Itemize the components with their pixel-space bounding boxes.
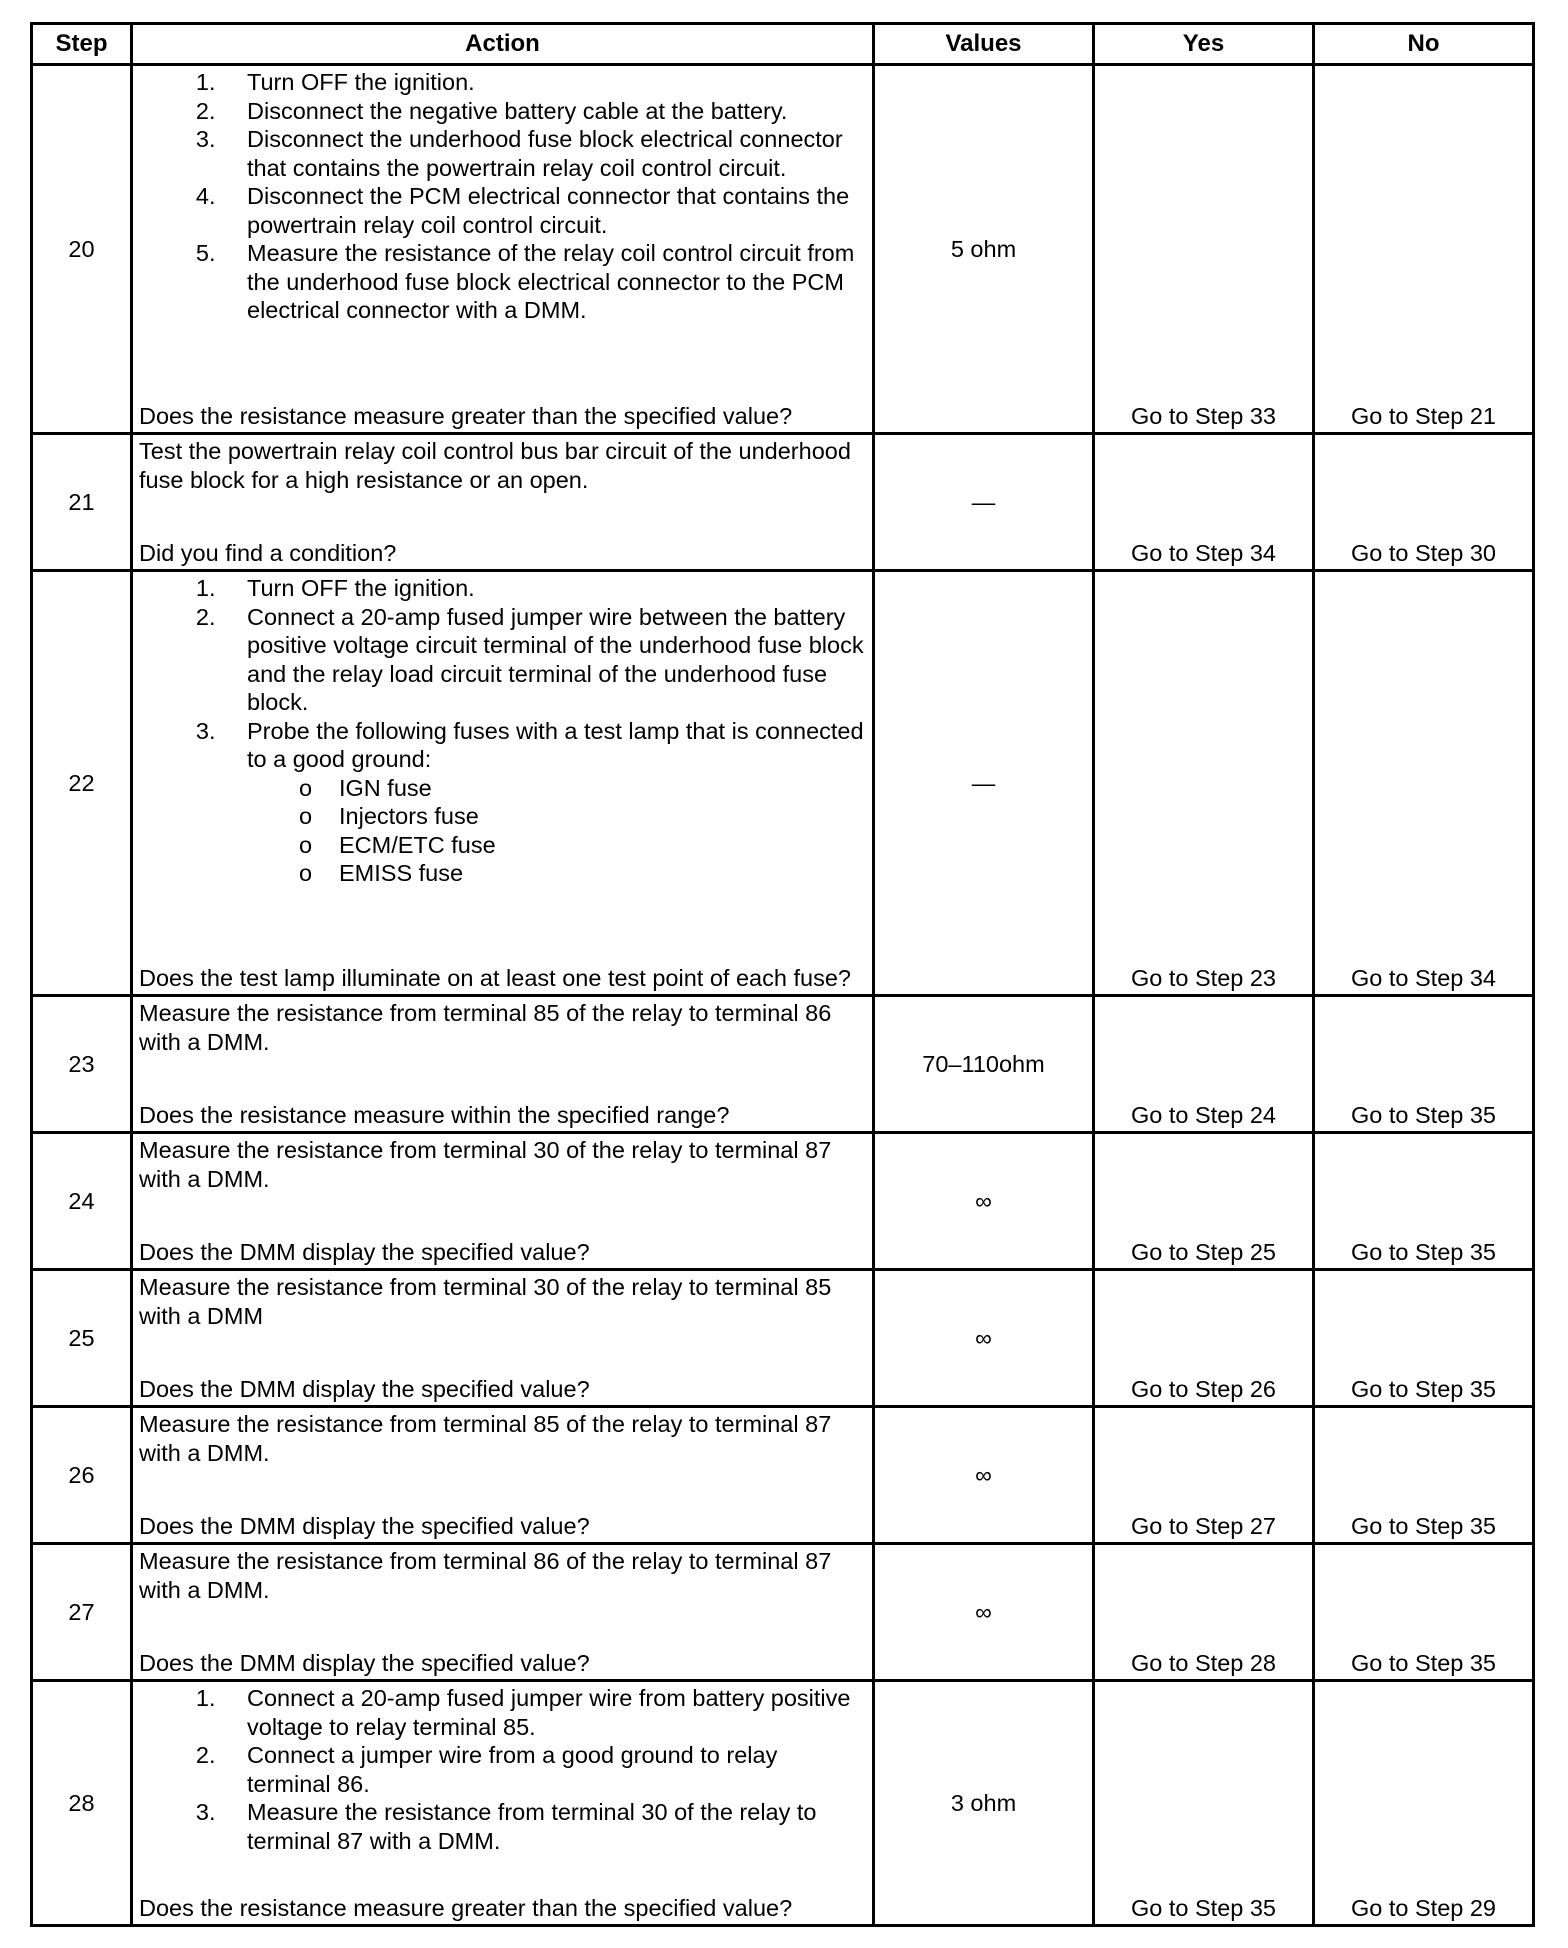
list-item: 2. Connect a jumper wire from a good ground to relay terminal 86. — [239, 1741, 864, 1798]
value-cell: — — [874, 434, 1094, 571]
step-number: 25 — [32, 1270, 132, 1407]
value-cell: 5 ohm — [874, 65, 1094, 434]
step-number: 21 — [32, 434, 132, 571]
list-item: 3. Disconnect the underhood fuse block electrical connector that contains the powertrain relay coil control circuit. — [239, 125, 864, 182]
no-cell: Go to Step 35 — [1314, 1270, 1534, 1407]
table-row — [32, 1133, 1534, 1270]
step-list — [139, 574, 864, 774]
yes-cell: Go to Step 26 — [1094, 1270, 1314, 1407]
action-cell — [132, 1681, 874, 1926]
table-row — [32, 434, 1534, 571]
step-number: 28 — [32, 1681, 132, 1926]
fuse-item: o Injectors fuse — [299, 802, 864, 831]
yes-cell: Go to Step 28 — [1094, 1544, 1314, 1681]
list-item: 1. Turn OFF the ignition. — [239, 574, 864, 603]
value-cell: ∞ — [874, 1270, 1094, 1407]
no-cell: Go to Step 35 — [1314, 1544, 1534, 1681]
value-cell: ∞ — [874, 1544, 1094, 1681]
list-item: 2. Disconnect the negative battery cable at the battery. — [239, 97, 864, 126]
yes-cell: Go to Step 35 — [1094, 1681, 1314, 1926]
fuse-item: o ECM/ETC fuse — [299, 831, 864, 860]
step-number: 20 — [32, 65, 132, 434]
list-item: 2. Connect a 20-amp fused jumper wire between the battery positive voltage circuit terminal of the underhood fuse block and the relay load circuit terminal of the underhood fuse block. — [239, 603, 864, 717]
action-text: Measure the resistance from terminal 86 of the relay to terminal 87 with a DMM. — [139, 1548, 832, 1603]
value-cell: 70–110ohm — [874, 996, 1094, 1133]
step-list — [139, 1684, 864, 1855]
action-text: Measure the resistance from terminal 30 of the relay to terminal 85 with a DMM — [139, 1274, 832, 1329]
action-cell — [132, 571, 874, 996]
fuse-item: o EMISS fuse — [299, 859, 864, 888]
table-row — [32, 65, 1534, 434]
no-cell: Go to Step 29 — [1314, 1681, 1534, 1926]
yes-cell: Go to Step 33 — [1094, 65, 1314, 434]
no-cell: Go to Step 21 — [1314, 65, 1534, 434]
fuse-list — [139, 774, 864, 888]
action-question: Did you find a condition? — [139, 539, 397, 566]
action-question: Does the DMM display the specified value? — [139, 1375, 590, 1402]
value-cell: — — [874, 571, 1094, 996]
action-cell — [132, 1270, 874, 1407]
value-cell: ∞ — [874, 1133, 1094, 1270]
action-question: Does the DMM display the specified value? — [139, 1238, 590, 1265]
no-cell: Go to Step 30 — [1314, 434, 1534, 571]
step-list — [139, 68, 864, 325]
list-item: 3. Probe the following fuses with a test lamp that is connected to a good ground: — [239, 717, 864, 774]
yes-cell: Go to Step 27 — [1094, 1407, 1314, 1544]
action-question: Does the test lamp illuminate on at least one test point of each fuse? — [139, 964, 851, 991]
list-item: 5. Measure the resistance of the relay coil control circuit from the underhood fuse block electrical connector to the PCM electrical connector with a DMM. — [239, 239, 864, 325]
header-values: Values — [874, 24, 1094, 65]
step-number: 23 — [32, 996, 132, 1133]
table-row — [32, 996, 1534, 1133]
list-item: 1. Turn OFF the ignition. — [239, 68, 864, 97]
action-cell — [132, 434, 874, 571]
value-cell: ∞ — [874, 1407, 1094, 1544]
header-step: Step — [32, 24, 132, 65]
action-text: Measure the resistance from terminal 85 of the relay to terminal 86 with a DMM. — [139, 1000, 832, 1055]
list-item: 3. Measure the resistance from terminal 30 of the relay to terminal 87 with a DMM. — [239, 1798, 864, 1855]
action-text: Test the powertrain relay coil control bus bar circuit of the underhood fuse block for a high resistance or an open. — [139, 438, 851, 493]
fuse-item: o IGN fuse — [299, 774, 864, 803]
action-cell — [132, 1407, 874, 1544]
step-number: 27 — [32, 1544, 132, 1681]
no-cell: Go to Step 35 — [1314, 1133, 1534, 1270]
no-cell: Go to Step 34 — [1314, 571, 1534, 996]
action-question: Does the resistance measure greater than the specified value? — [139, 402, 793, 429]
action-question: Does the DMM display the specified value? — [139, 1649, 590, 1676]
step-number: 22 — [32, 571, 132, 996]
table-row — [32, 571, 1534, 996]
action-text: Measure the resistance from terminal 85 of the relay to terminal 87 with a DMM. — [139, 1411, 832, 1466]
action-question: Does the DMM display the specified value? — [139, 1512, 590, 1539]
table-row — [32, 1270, 1534, 1407]
yes-cell: Go to Step 25 — [1094, 1133, 1314, 1270]
step-number: 26 — [32, 1407, 132, 1544]
step-number: 24 — [32, 1133, 132, 1270]
table-row — [32, 1544, 1534, 1681]
yes-cell: Go to Step 24 — [1094, 996, 1314, 1133]
table-row — [32, 1681, 1534, 1926]
action-question: Does the resistance measure within the specified range? — [139, 1101, 730, 1128]
header-action: Action — [132, 24, 874, 65]
no-cell: Go to Step 35 — [1314, 996, 1534, 1133]
action-cell — [132, 65, 874, 434]
header-yes: Yes — [1094, 24, 1314, 65]
yes-cell: Go to Step 34 — [1094, 434, 1314, 571]
action-cell — [132, 1133, 874, 1270]
action-cell — [132, 1544, 874, 1681]
no-cell: Go to Step 35 — [1314, 1407, 1534, 1544]
action-text: Measure the resistance from terminal 30 of the relay to terminal 87 with a DMM. — [139, 1137, 832, 1192]
list-item: 4. Disconnect the PCM electrical connector that contains the powertrain relay coil control circuit. — [239, 182, 864, 239]
action-cell — [132, 996, 874, 1133]
diagnostic-table — [30, 22, 1535, 1927]
table-row — [32, 1407, 1534, 1544]
list-item: 1. Connect a 20-amp fused jumper wire from battery positive voltage to relay terminal 85. — [239, 1684, 864, 1741]
yes-cell: Go to Step 23 — [1094, 571, 1314, 996]
header-no: No — [1314, 24, 1534, 65]
action-question: Does the resistance measure greater than the specified value? — [139, 1894, 793, 1921]
value-cell: 3 ohm — [874, 1681, 1094, 1926]
header-row — [32, 24, 1534, 65]
